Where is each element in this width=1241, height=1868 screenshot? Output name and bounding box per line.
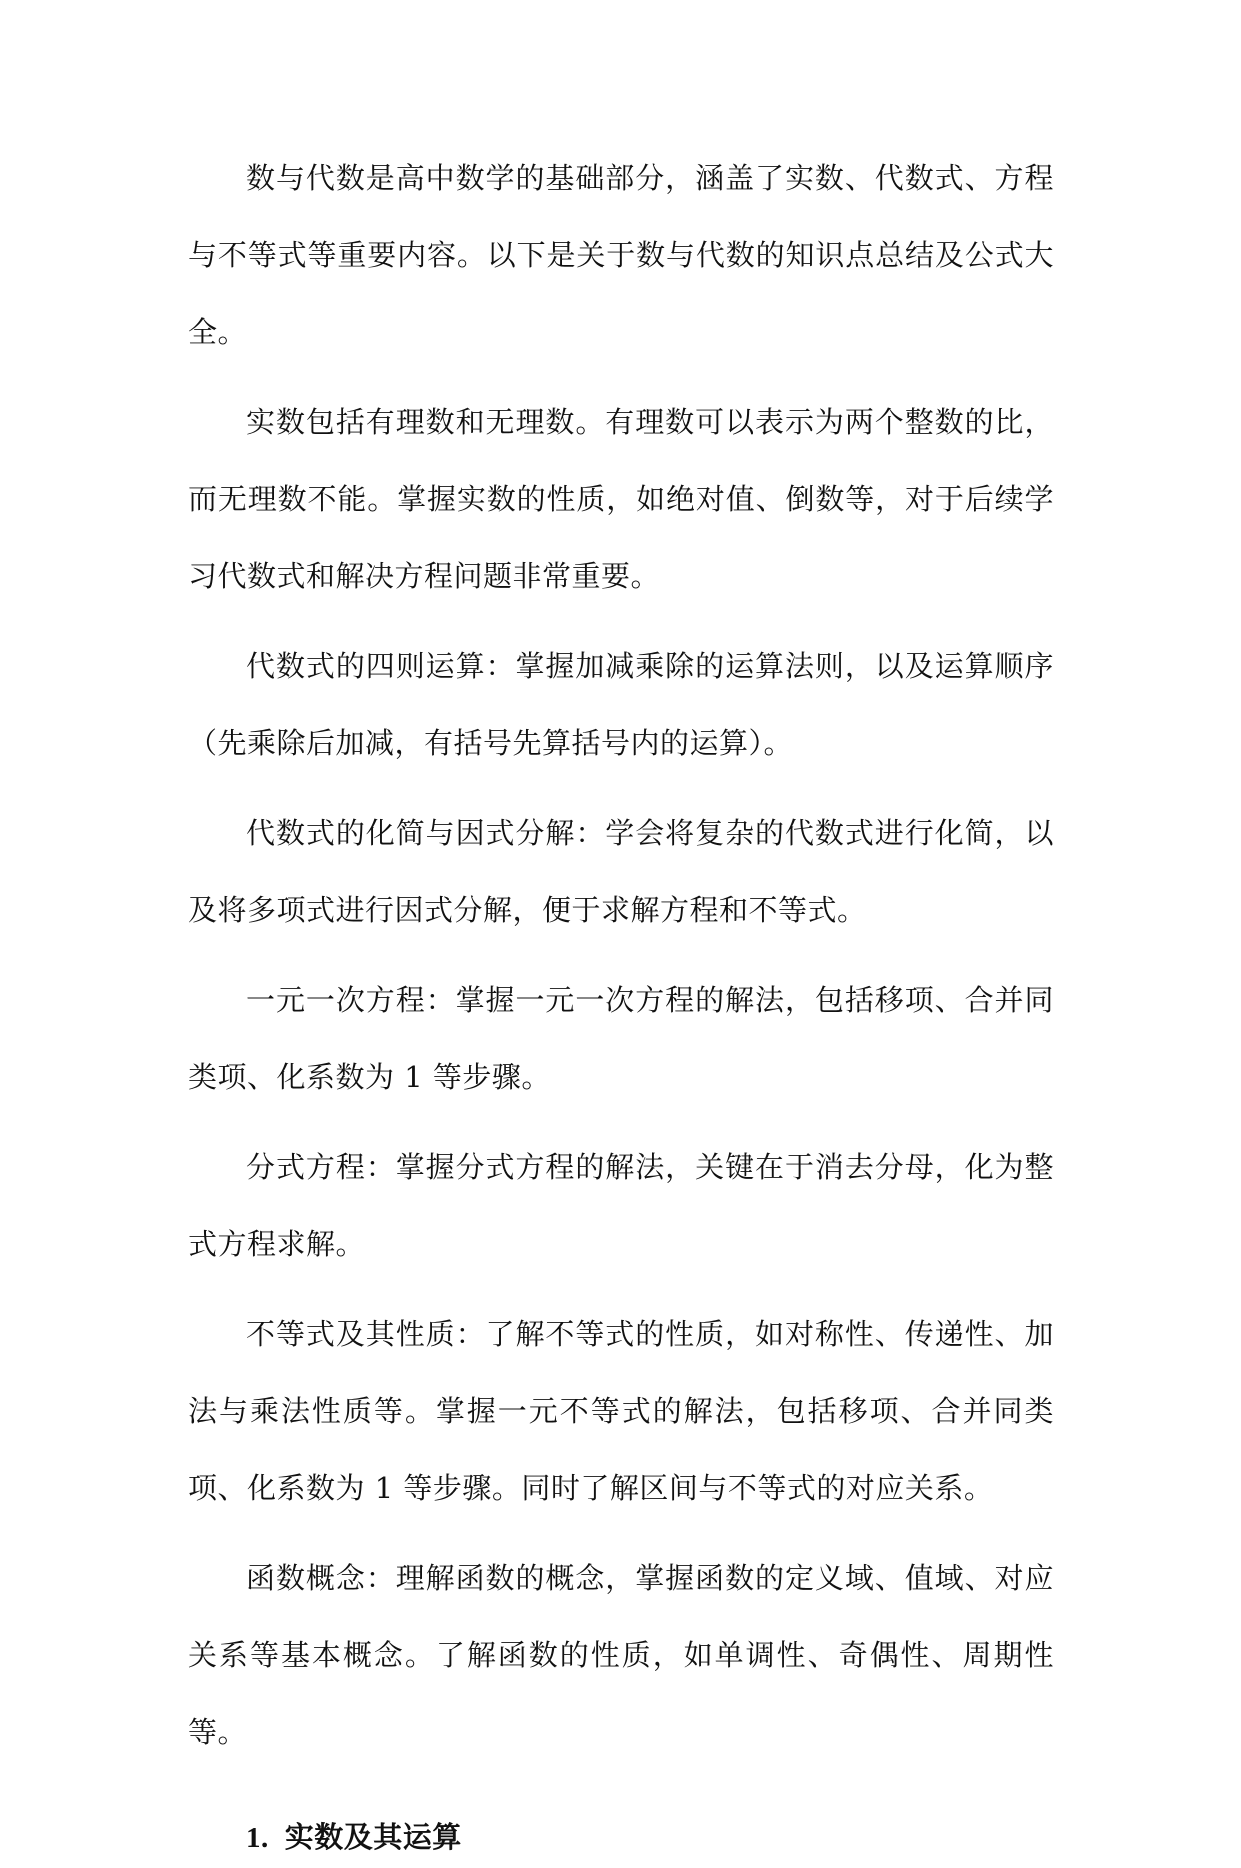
- paragraph-real-numbers: 实数包括有理数和无理数。有理数可以表示为两个整数的比，而无理数不能。掌握实数的性质，如绝对值、倒数等，对于后续学习代数式和解决方程问题非常重要。: [188, 405, 1054, 593]
- section-number: 1.: [246, 1822, 269, 1854]
- section-title: 实数及其运算: [284, 1820, 462, 1854]
- paragraph-inequalities: 不等式及其性质：了解不等式的性质，如对称性、传递性、加法与乘法性质等。掌握一元不等式的解法，包括移项、合并同类项、化系数为 1 等步骤。同时了解区间与不等式的对应关系。: [188, 1317, 1054, 1505]
- section-heading: [188, 1807, 1054, 1868]
- document-body: [188, 140, 1054, 1868]
- paragraph-fractional-equation: 分式方程：掌握分式方程的解法，关键在于消去分母，化为整式方程求解。: [188, 1150, 1054, 1261]
- paragraph-linear-equation: 一元一次方程：掌握一元一次方程的解法，包括移项、合并同类项、化系数为 1 等步骤。: [188, 983, 1054, 1094]
- paragraph-intro: 数与代数是高中数学的基础部分，涵盖了实数、代数式、方程与不等式等重要内容。以下是关于数与代数的知识点总结及公式大全。: [188, 161, 1054, 349]
- paragraph-arithmetic: 代数式的四则运算：掌握加减乘除的运算法则，以及运算顺序（先乘除后加减，有括号先算括号内的运算）。: [188, 649, 1054, 760]
- paragraph-functions: 函数概念：理解函数的概念，掌握函数的定义域、值域、对应关系等基本概念。了解函数的性质，如单调性、奇偶性、周期性等。: [188, 1561, 1054, 1749]
- paragraph-factorization: 代数式的化简与因式分解：学会将复杂的代数式进行化简，以及将多项式进行因式分解，便于求解方程和不等式。: [188, 816, 1054, 927]
